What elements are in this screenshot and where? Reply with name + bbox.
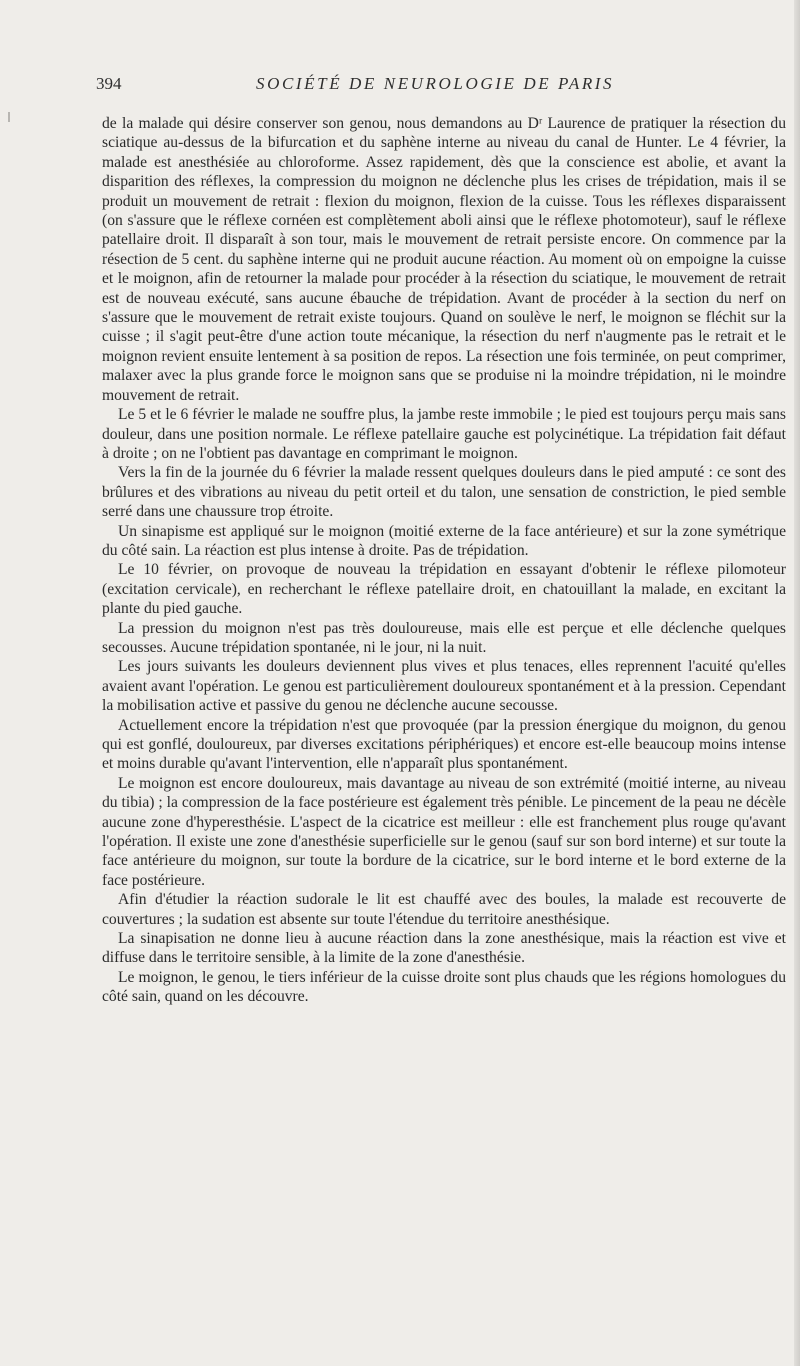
paragraph-continuation: de la malade qui désire conserver son genou, nous demandons au Dʳ Laurence de pratiquer la résection du sciatique au-dessus de la bifurcation et du saphène interne au niveau du canal de Hunter. Le 4 février, la malade est anesthésiée au chloroforme. Assez rapidement, dès que la conscience est abolie, et avant la disparition des réflexes, la compression du moignon ne déclenche plus les crises de trépidation, mais il se produit un mouvement de retrait : flexion du moignon, flexion de la cuisse. Tous les réflexes disparaissent (on s'assure que le réflexe cornéen est complètement aboli ainsi que le réflexe photomoteur), sauf le réflexe patellaire droit. Il disparaît à son tour, mais le mouvement de retrait persiste encore. On commence par la résection de 5 cent. du saphène interne qui ne produit aucune réaction. Au moment où on empoigne la cuisse et le moignon, afin de retourner la malade pour procéder à la résection du sciatique, le mouvement de retrait est de nouveau exécuté, sans aucune ébauche de trépidation. Avant de procéder à la section du nerf on s'assure que le mouvement de retrait existe toujours. Quand on soulève le nerf, le moignon se fléchit sur la cuisse ; il s'agit peut-être d'une action toute mécanique, la résection du nerf n'augmente pas le retrait et le moignon revient ensuite lentement à sa position de repos. La résection une fois terminée, on peut comprimer, malaxer avec la plus grande force le moignon sans que se produise ni la moindre trépidation, ni le moindre mouvement de retrait. [102,115,786,404]
paragraph: Vers la fin de la journée du 6 février la malade ressent quelques douleurs dans le pied amputé : ce sont des brûlures et des vibrations au niveau du petit orteil et du talon, une sensation de constriction, le pied semble serré dans une chaussure trop étroite. [102,464,786,521]
page-edge [794,0,800,1366]
body-text [102,114,786,1007]
running-head [96,70,790,102]
paragraph: Le moignon, le genou, le tiers inférieur de la cuisse droite sont plus chauds que les régions homologues du côté sain, quand on les découvre. [102,968,786,1006]
paragraph: Les jours suivants les douleurs deviennent plus vives et plus tenaces, elles reprennent l'acuité qu'elles avaient avant l'opération. Le genou est particulièrement douloureux spontanément et à la pression. Cependant la mobilisation active et passive du genou ne déclenche aucune secousse. [102,658,786,715]
paragraph: Le 10 février, on provoque de nouveau la trépidation en essayant d'obtenir le réflexe pilomoteur (excitation cervicale), en recherchant le réflexe patellaire droit, en chatouillant la malade, en excitant la plante du pied gauche. [102,561,786,618]
page-number: 394 [96,74,122,93]
paragraph: La pression du moignon n'est pas très douloureuse, mais elle est perçue et elle déclenche quelques secousses. Aucune trépidation spontanée, ni le jour, ni la nuit. [102,619,786,656]
paragraph: Le moignon est encore douloureux, mais davantage au niveau de son extrémité (moitié interne, au niveau du tibia) ; la compression de la face postérieure est également très pénible. Le pincement de la peau ne décèle aucune zone d'hyperesthésie. L'aspect de la cicatrice est meilleur : elle est franchement plus rouge qu'avant l'opération. Il existe une zone d'anesthésie superficielle sur le genou (sauf sur son bord interne) et sur toute la face antérieure du moignon, sur toute la bordure de la cicatrice, sur le bord interne et le bord externe de la face postérieure. [102,774,786,889]
paragraph: Le 5 et le 6 février le malade ne souffre plus, la jambe reste immobile ; le pied est toujours perçu mais sans douleur, dans une position normale. Le réflexe patellaire gauche est polycinétique. La trépidation fait défaut à droite ; on ne l'obtient pas davantage en comprimant le moignon. [102,406,786,462]
paragraph: Actuellement encore la trépidation n'est que provoquée (par la pression énergique du moignon, du genou qui est gonflé, douloureux, par diverses excitations périphériques) et encore est-elle beaucoup moins intense et moins durable qu'avant l'intervention, elle n'apparaît plus spontanément. [102,716,786,773]
journal-title: SOCIÉTÉ DE NEUROLOGIE DE PARIS [256,74,615,93]
paragraph: Un sinapisme est appliqué sur le moignon (moitié externe de la face antérieure) et sur la zone symétrique du côté sain. La réaction est plus intense à droite. Pas de trépidation. [102,522,786,559]
paragraph: La sinapisation ne donne lieu à aucune réaction dans la zone anesthésique, mais la réaction est vive et diffuse dans le territoire sensible, à la limite de la zone d'anesthésie. [102,930,786,967]
paragraph: Afin d'étudier la réaction sudorale le lit est chauffé avec des boules, la malade est recouverte de couvertures ; la sudation est absente sur toute l'étendue du territoire anesthésique. [102,891,786,928]
margin-mark [8,112,10,122]
